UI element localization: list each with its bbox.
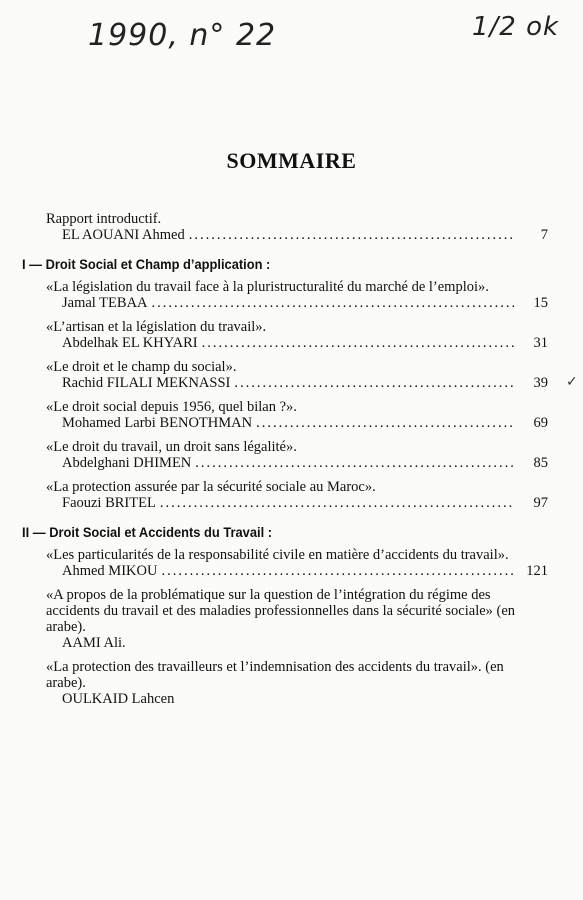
dot-leader xyxy=(234,375,514,392)
author-line xyxy=(62,495,548,512)
author-line xyxy=(62,375,548,392)
toc-entry xyxy=(0,399,583,432)
toc-entry xyxy=(0,319,583,352)
entry-author: Jamal TEBAA xyxy=(62,295,148,311)
dot-leader xyxy=(189,227,514,244)
toc-entry xyxy=(0,587,583,652)
toc-entry xyxy=(0,439,583,472)
dot-leader xyxy=(161,563,514,580)
entry-title: «La législation du travail face à la pluristructuralité du marché de l’emploi». xyxy=(46,279,489,295)
entry-title: «La protection des travailleurs et l’indemnisation des accidents du travail». (en arabe). xyxy=(46,659,504,691)
section-heading: I — Droit Social et Champ d’application : xyxy=(22,256,271,272)
dot-leader xyxy=(152,295,514,312)
toc-entry-intro xyxy=(0,211,583,244)
handwritten-note-left: 1990, n° 22 xyxy=(88,18,277,53)
entry-title: Rapport introductif. xyxy=(46,211,162,227)
entry-title: «Le droit et le champ du social». xyxy=(46,359,237,375)
entry-page: 69 xyxy=(533,415,548,431)
entry-author: Mohamed Larbi BENOTHMAN xyxy=(62,415,253,431)
section-heading: II — Droit Social et Accidents du Travail : xyxy=(22,524,273,540)
entry-author: Abdelghani DHIMEN xyxy=(62,455,192,471)
entry-title: «La protection assurée par la sécurité sociale au Maroc». xyxy=(46,479,376,495)
entry-title: «A propos de la problématique sur la question de l’intégration du régime des accidents du travail et des maladies professionnelles dans la sécurité sociale» (en arabe). xyxy=(46,587,516,635)
entry-title: «Les particularités de la responsabilité civile en matière d’accidents du travail». xyxy=(46,547,509,563)
handwritten-tick-mark: ✓ xyxy=(566,374,578,390)
entry-author: Rachid FILALI MEKNASSI xyxy=(62,375,231,391)
toc-entry xyxy=(0,359,583,392)
author-line xyxy=(62,227,548,244)
entry-author: Ahmed MIKOU xyxy=(62,563,158,579)
author-line xyxy=(62,335,548,352)
page-title: SOMMAIRE xyxy=(226,148,357,173)
author-line xyxy=(62,295,548,312)
entry-title: «Le droit social depuis 1956, quel bilan ?». xyxy=(46,399,297,415)
entry-author: Faouzi BRITEL xyxy=(62,495,156,511)
author-line xyxy=(62,415,548,432)
dot-leader xyxy=(160,495,514,512)
toc-entry xyxy=(0,659,583,708)
toc-entry xyxy=(0,547,583,580)
entry-author: Abdelhak EL KHYARI xyxy=(62,335,198,351)
author-line xyxy=(62,691,548,708)
entry-page: 15 xyxy=(533,295,548,311)
dot-leader xyxy=(256,415,514,432)
entry-author: OULKAID Lahcen xyxy=(62,691,175,707)
table-of-contents xyxy=(0,204,583,708)
author-line xyxy=(62,635,548,652)
handwritten-note-right: 1/2 ok xyxy=(472,12,560,42)
entry-title: «Le droit du travail, un droit sans légalité». xyxy=(46,439,297,455)
entry-author: EL AOUANI Ahmed xyxy=(62,227,185,243)
entry-page: 7 xyxy=(540,227,548,243)
author-line xyxy=(62,563,548,580)
entry-page: 31 xyxy=(533,335,548,351)
entry-page: 97 xyxy=(533,495,548,511)
entry-page: 121 xyxy=(526,563,548,579)
toc-entry xyxy=(0,479,583,512)
entry-author: AAMI Ali. xyxy=(62,635,126,651)
section-1 xyxy=(0,256,583,512)
entry-title: «L’artisan et la législation du travail». xyxy=(46,319,267,335)
dot-leader xyxy=(195,455,514,472)
entry-page: 39 xyxy=(533,375,548,391)
section-2 xyxy=(0,524,583,708)
author-line xyxy=(62,455,548,472)
toc-entry xyxy=(0,279,583,312)
dot-leader xyxy=(202,335,514,352)
entry-page: 85 xyxy=(533,455,548,471)
